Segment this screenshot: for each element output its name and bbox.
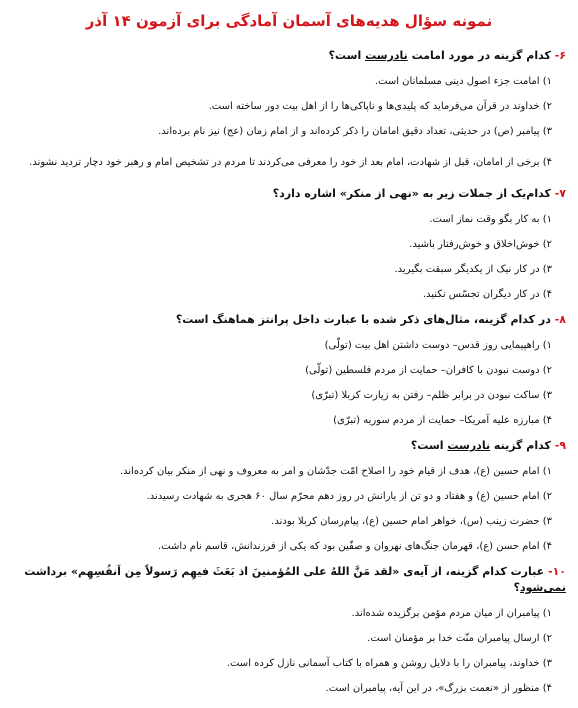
option: ۳) در کار نیک از یکدیگر سبقت بگیرید. [394,264,552,275]
option: ۳) پیامبر (ص) در حدیثی، تعداد دقیق امامان را ذکر کرده‌اند و از امام زمان (عج) نیز نام برده‌اند. [158,126,552,137]
question-stem: کدام‌یک از جملات زیر به «نهی از منکر» اشاره دارد؟ [272,187,551,200]
option: ۲) خداوند در قرآن می‌فرماید که پلیدی‌ها و ناپاکی‌ها را از اهل بیت دور ساخته است. [208,101,552,112]
option: ۴) برخی از امامان، قبل از شهادت، امام بعد از خود را معرفی می‌کردند تا مردم در تشخیص امام و رهبر خود دچار تردید نشوند. [29,157,552,168]
question-stem: در کدام گزینه، مثال‌های ذکر شده با عبارت داخل پرانتز هماهنگ است؟ [175,313,551,326]
option: ۲) امام حسین (ع) و هفتاد و دو تن از یارانش در روز دهم محرّم سال ۶۰ هجری به شهادت رسیدند. [146,491,552,502]
option: ۱) به کار بگو وقت نماز است. [429,214,552,225]
option: ۱) امام حسین (ع)، هدف از قیام خود را اصلاح امّت جدّشان و امر به معروف و نهی از منکر بیان کرده‌اند. [119,466,552,477]
option: ۴) در کار دیگران تجسّس نکنید. [422,289,552,300]
question-stem: عبارت کدام گزینه، از آیه‌ی «لقد مَنَّ اللهُ علی المُؤمنینَ اذ بَعَثَ فیهِم رَسولاً مِن اَنفُسِهِم» برداشت [24,565,545,578]
question-stem-end: ؟ [513,581,520,594]
option: ۱) راهپیمایی روز قدس– دوست داشتن اهل بیت (تولّی) [324,340,552,351]
question-stem: کدام گزینه در مورد امامت [407,49,551,62]
question-8 [12,312,566,328]
question-10 [12,564,566,596]
question-7 [12,186,566,202]
option: ۳) خداوند، پیامبران را با دلایل روشن و همراه با کتاب آسمانی نازل کرده است. [226,658,552,669]
option: ۳) ساکت نبودن در برابر ظلم– رفتن به زیارت کربلا (تبرّی) [311,390,552,401]
option: ۱) امامت جزء اصول دینی مسلمانان است. [374,76,552,87]
question-stem-emphasis: نادرست [365,49,408,62]
question-number: ۸- [554,313,566,326]
question-number: ۱۰- [547,565,566,578]
option: ۴) مبارزه علیه آمریکا– حمایت از مردم سوریه (تبرّی) [333,415,552,426]
option: ۴) منظور از «نعمت بزرگ»، در این آیه، پیامبران است. [325,683,552,694]
question-number: ۶- [554,49,566,62]
option: ۱) پیامبران از میان مردم مؤمن برگزیده شده‌اند. [351,608,552,619]
page-title: نمونه سؤال هدیه‌های آسمان آمادگی برای آزمون ۱۴ آذر [85,12,493,30]
option: ۲) ارسال پیامبران منّت خدا بر مؤمنان است. [367,633,552,644]
question-number: ۹- [554,439,566,452]
question-9 [12,438,566,454]
option: ۲) خوش‌اخلاق و خوش‌رفتار باشید. [409,239,552,250]
question-stem-emphasis: نمی‌شود [520,581,566,594]
question-6 [12,48,566,64]
option: ۴) امام حسن (ع)، قهرمان جنگ‌های نهروان و صفّین بود که یکی از فرزندانش، قاسم نام داشت. [157,541,552,552]
question-stem-emphasis: نادرست [447,439,491,452]
question-number: ۷- [554,187,566,200]
question-stem-end: است؟ [410,439,448,452]
question-stem: کدام گزینه [490,439,551,452]
option: ۲) دوست نبودن با کافران– حمایت از مردم فلسطین (تولّی) [305,365,552,376]
question-stem-end: است؟ [328,49,366,62]
option: ۳) حضرت زینب (س)، خواهر امام حسین (ع)، پیام‌رسان کربلا بودند. [271,516,552,527]
